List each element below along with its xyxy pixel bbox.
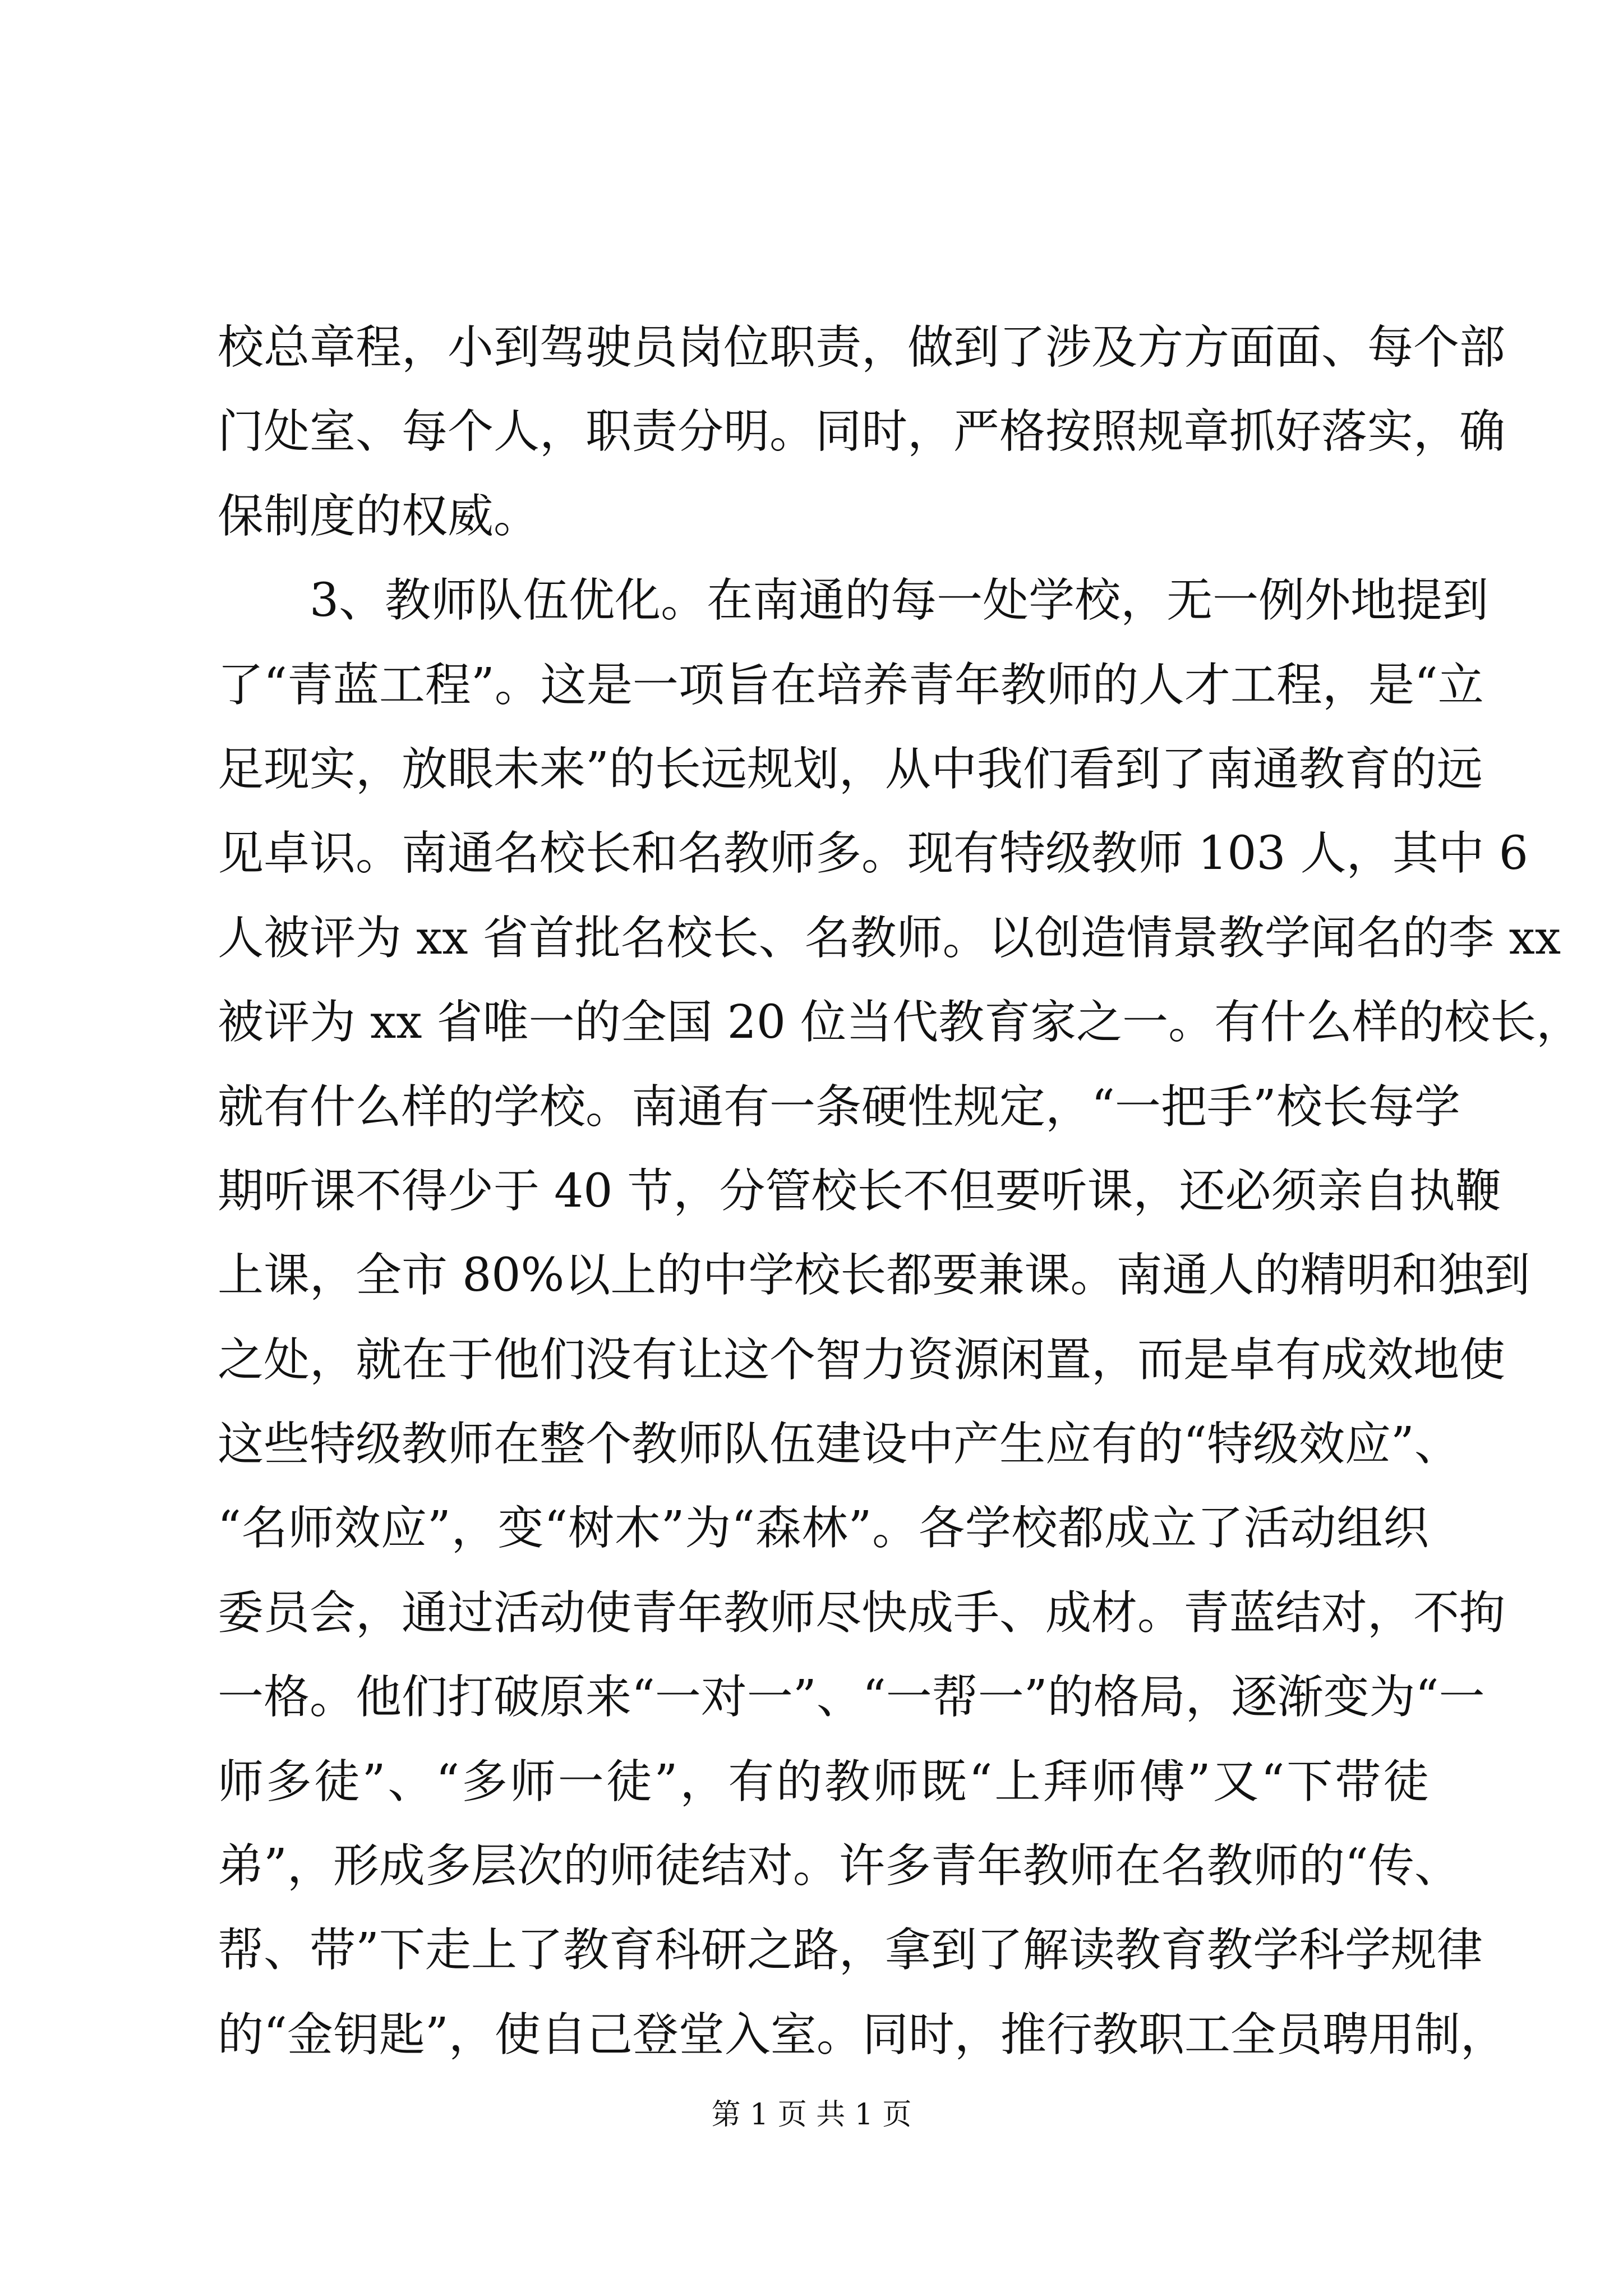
text-line: 的“金钥匙”，使自己登堂入室。同时，推行教职工全员聘用制， [218, 2008, 1506, 2062]
text-line: 这些特级教师在整个教师队伍建设中产生应有的“特级效应”、 [218, 1418, 1460, 1471]
text-line: 帮、带”下走上了教育科研之路，拿到了解读教育教学科学规律 [218, 1924, 1483, 1977]
text-line: 足现实，放眼未来”的长远规划，从中我们看到了南通教育的远 [218, 742, 1483, 796]
text-line: “名师效应”，变“树木”为“森林”。各学校都成立了活动组织 [218, 1502, 1429, 1556]
text-line: 之处，就在于他们没有让这个智力资源闲置，而是卓有成效地使 [218, 1333, 1506, 1387]
text-line: 被评为 xx 省唯一的全国 20 位当代教育家之一。有什么样的校长， [218, 996, 1583, 1050]
text-line: 委员会，通过活动使青年教师尽快成手、成材。青蓝结对，不拘 [218, 1586, 1506, 1640]
text-line: 人被评为 xx 省首批名校长、名教师。以创造情景教学闻名的李 xx [218, 911, 1561, 965]
text-line: 就有什么样的学校。南通有一条硬性规定，“一把手”校长每学 [218, 1080, 1460, 1134]
text-line: 3、教师队伍优化。在南通的每一处学校，无一例外地提到 [218, 574, 1489, 628]
text-line: 了“青蓝工程”。这是一项旨在培养青年教师的人才工程，是“立 [218, 658, 1484, 712]
page-footer: 第 1 页 共 1 页 [711, 2098, 912, 2132]
text-line: 门处室、每个人，职责分明。同时，严格按照规章抓好落实，确 [218, 405, 1506, 459]
text-line: 期听课不得少于 40 节，分管校长不但要听课，还必须亲自执鞭 [218, 1164, 1501, 1218]
text-line: 见卓识。南通名校长和名教师多。现有特级教师 103 人，其中 6 [218, 827, 1528, 881]
text-line: 上课，全市 80%以上的中学校长都要兼课。南通人的精明和独到 [218, 1249, 1530, 1303]
text-line: 弟”，形成多层次的师徒结对。许多青年教师在名教师的“传、 [218, 1839, 1460, 1893]
body-text [218, 306, 1583, 2077]
text-line: 师多徒”、“多师一徒”，有的教师既“上拜师傅”又“下带徒 [218, 1755, 1429, 1809]
text-line: 一格。他们打破原来“一对一”、“一帮一”的格局，逐渐变为“一 [218, 1671, 1485, 1724]
text-line: 校总章程，小到驾驶员岗位职责，做到了涉及方方面面、每个部 [218, 321, 1506, 374]
text-line: 保制度的权威。 [218, 489, 540, 543]
